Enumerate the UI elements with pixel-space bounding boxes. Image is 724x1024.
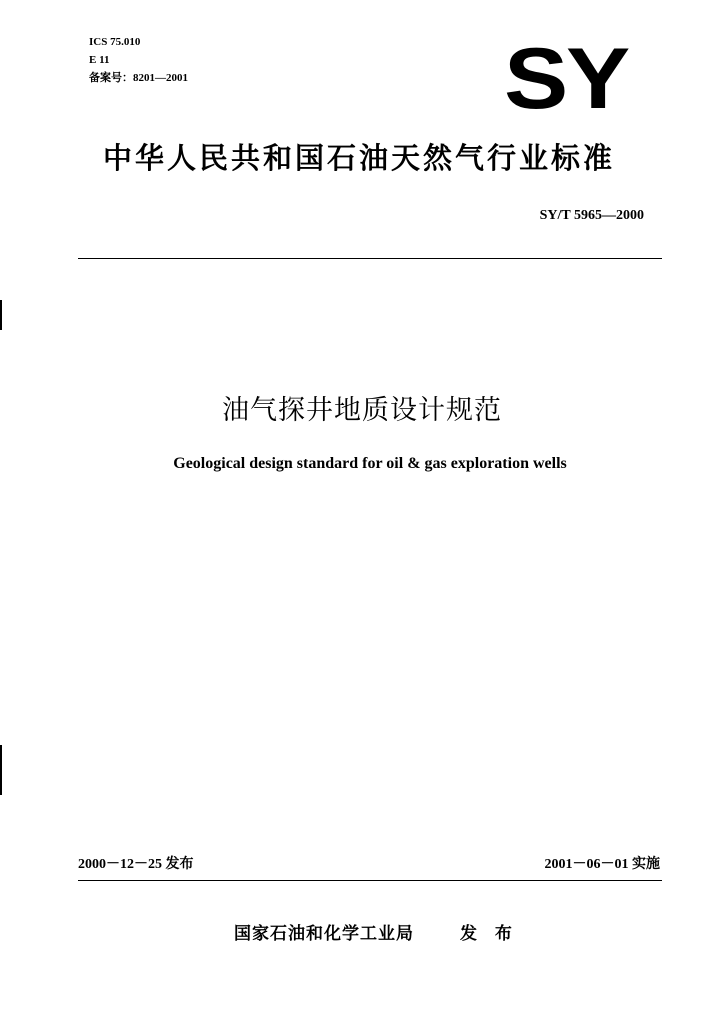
classification-block (89, 33, 188, 87)
effective-date: 2001－06－01 实施 (544, 857, 660, 872)
scan-edge-mark (0, 300, 2, 330)
filing-number: 备案号：8201—2001 (89, 72, 188, 84)
publish-label: 发 布 (460, 924, 518, 944)
scan-edge-mark (0, 745, 2, 795)
header-divider (78, 258, 662, 259)
footer-divider (78, 880, 662, 881)
class-code: E 11 (89, 54, 110, 66)
ics-code: ICS 75.010 (89, 36, 141, 48)
title-english: Geological design standard for oil & gas exploration wells (173, 455, 567, 472)
publisher-name: 国家石油和化学工业局 (234, 924, 414, 944)
organization-title: 中华人民共和国石油天然气行业标准 (103, 141, 616, 175)
title-chinese: 油气探井地质设计规范 (222, 395, 502, 426)
sy-logo: SY (504, 31, 629, 127)
standard-number: SY/T 5965—2000 (539, 208, 644, 223)
issue-date: 2000－12－25 发布 (78, 857, 194, 872)
